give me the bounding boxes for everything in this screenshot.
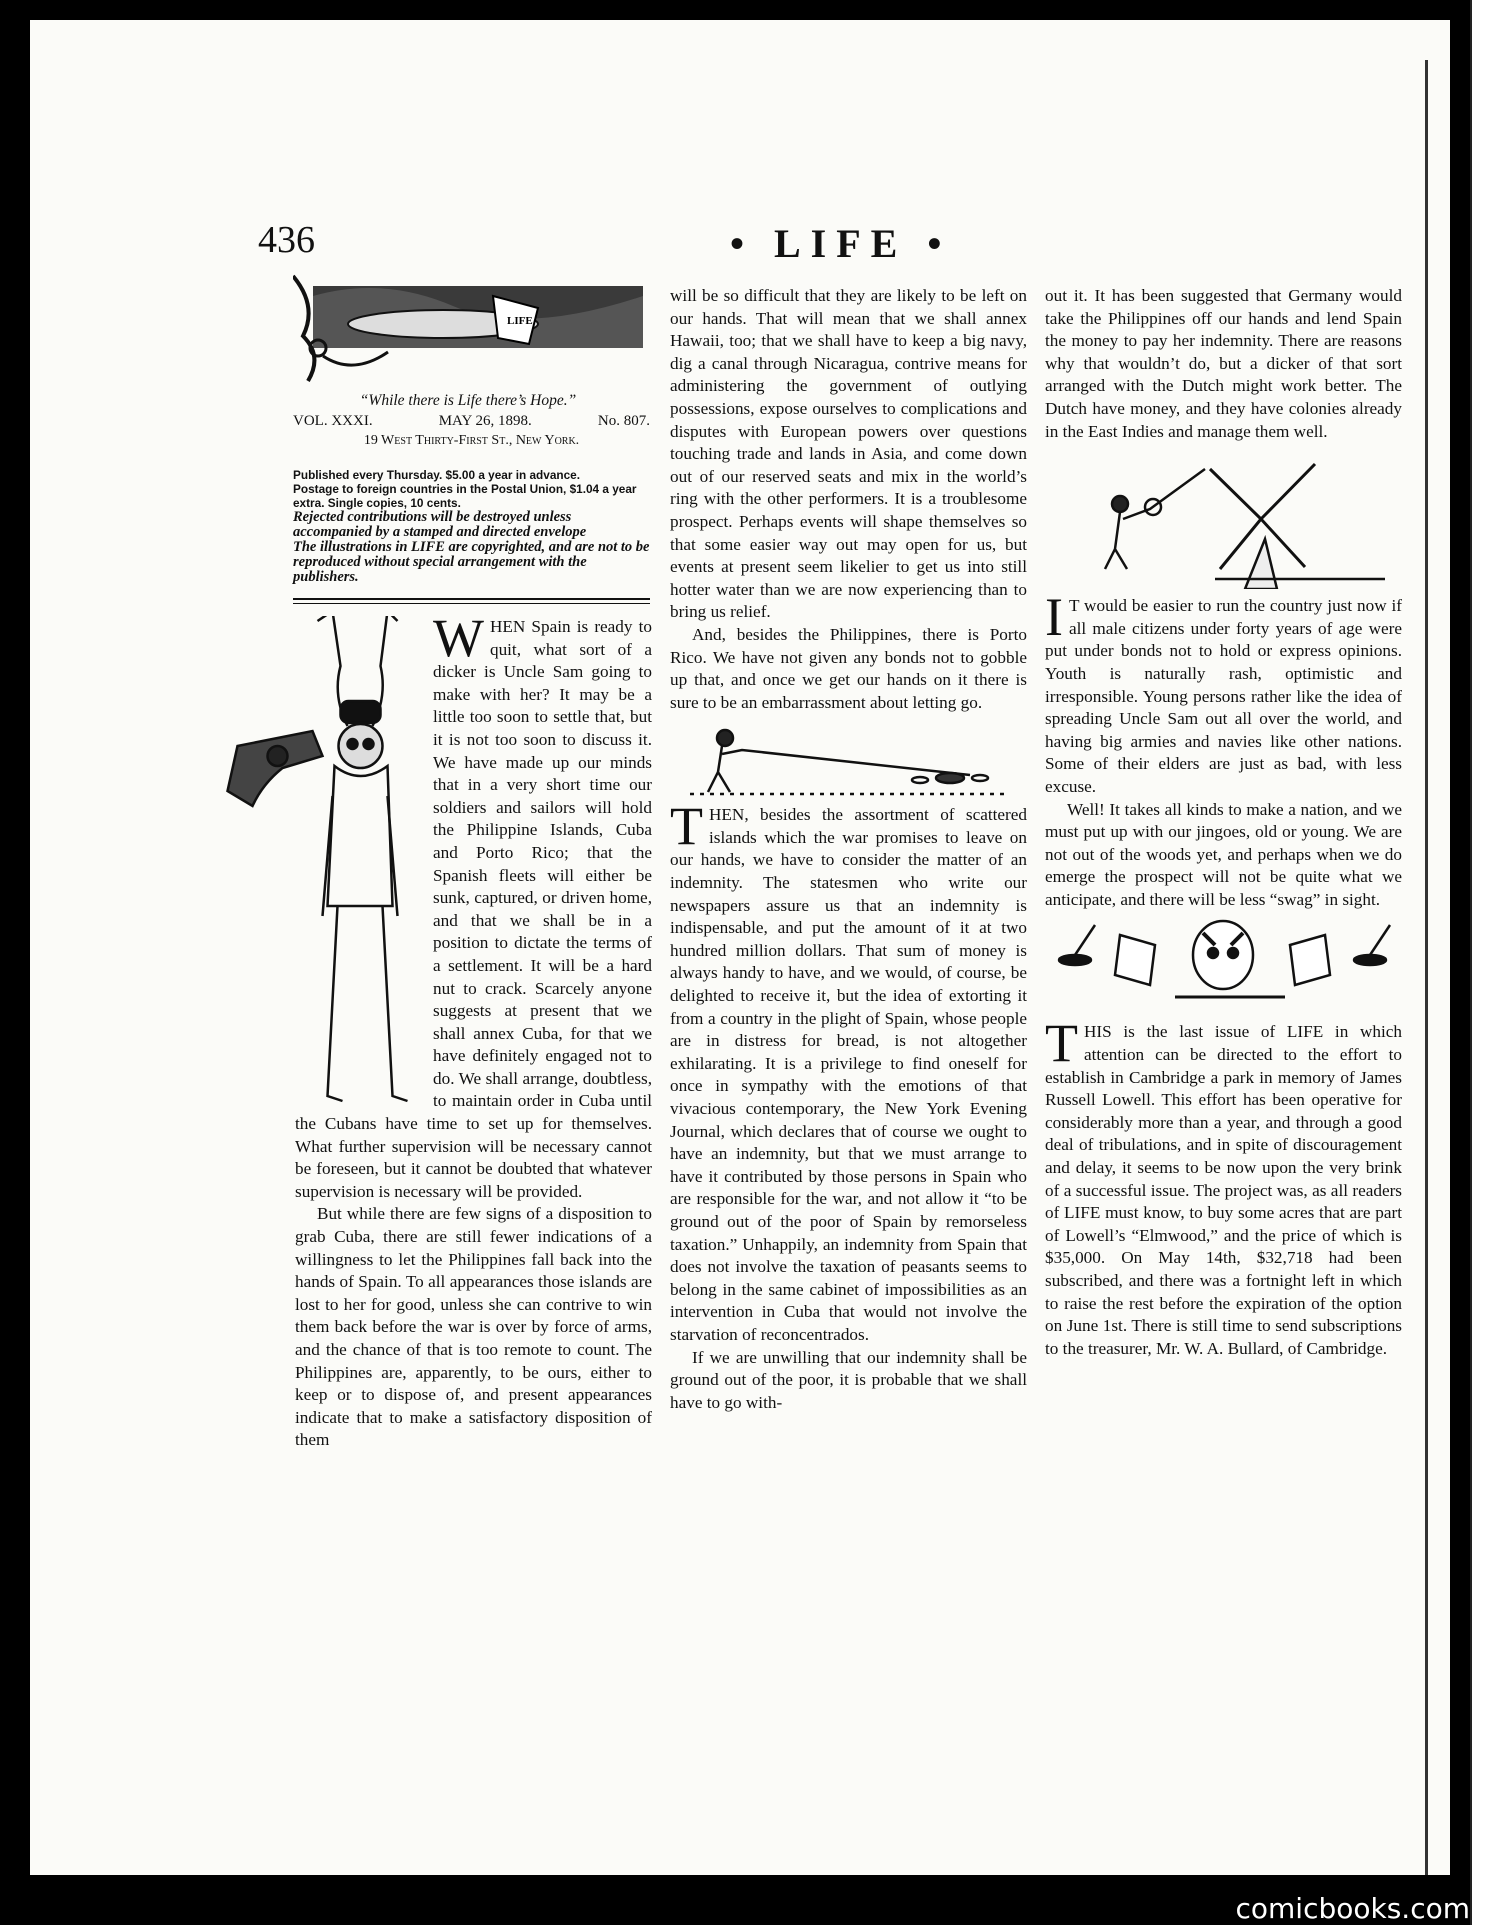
volume-line xyxy=(293,413,650,430)
windmill-tilting-cartoon xyxy=(1045,449,1402,589)
article-2-paragraph: THEN, besides the assortment of scattered islands which the war promises to leave on our hands, we have to consider the matter of an indemnity. The statesmen who write our newspapers assure us that an indemnity is indispensable, and put the amount of it at two hundred million dollars. That sum of money is always handy to have, and we would, of course, be delighted to receive it, but the idea of extorting it from a country in the plight of Spain, whose people are in distress for bread, is not altogether exhilarating. It is a privilege to find oneself for once in sympathy with the emotions of that vivacious contemporary, the New York Evening Journal, which declares that of course we ought to have an indemnity, but that we must arrange to have it contributed by those persons in Spain who are responsible for the war, and not allow it “to be ground out of the poor of Spain by remorseless taxation.” Unhappily, an indemnity from Spain that does not involve the taxation of peasants seems to belong in the same cabinet of impossibilities as an intervention in Cuba that would not involve the starvation of reconcentrados. xyxy=(670,796,1027,1344)
article-2-continued: out it. It has been suggested that Germany would take the Philippines off our hands and lend Spain the money to pay her indemnity. There are reasons why that wouldn’t do, but a dicker of that sort arranged with the Dutch might work better. The Dutch have money, and they have colonies already in the East Indies and manage them well. xyxy=(1045,286,1402,441)
volume: VOL. XXXI. xyxy=(293,413,373,429)
divider-rule xyxy=(293,598,650,600)
drop-cap: W xyxy=(433,608,484,668)
divider-rule xyxy=(293,603,650,604)
drop-cap: T xyxy=(1045,1013,1078,1074)
drop-cap: T xyxy=(670,796,703,857)
article-4-paragraph: THIS is the last issue of LIFE in which attention can be directed to the effort to establish in Cambridge a park in memory of James Russell Lowell. This effort has been operative for considerably more than a year, and through a good deal of tribulations, and in spite of discouragement and delay, it seems to be now upon the very brink of a successful issue. The project was, as all readers of LIFE must know, to buy some acres that are part of Lowell’s “Elmwood,” and the price of which is $35,000. On May 14th, $32,718 had been subscribed, and there was a fortnight left in which to raise the rest before the expiration of the option on June 1st. There is still time to send subscriptions to the treasurer, Mr. W. A. Bullard, of Cambridge. xyxy=(1045,1013,1402,1358)
issue-number: No. 807. xyxy=(597,413,650,429)
publication-info xyxy=(293,468,650,585)
article-3-paragraph: I T would be easier to run the country just now if all male citizens under forty years of age were put under bonds not to hold or express opinions. Youth is naturally rash, optimistic and irresponsible. Young persons rather like the idea of spreading Uncle Sam out all over the world, and having big armies and navies like other nations. Some of their elders are just as bad, with less excuse. xyxy=(1045,587,1402,796)
article-1-paragraph: And, besides the Philippines, there is Porto Rico. We have not given any bonds not to gobble up that, and once we get our hands on it there is sure to be an embarrassment about letting go. xyxy=(670,624,1027,712)
article-3-paragraph: Well! It takes all kinds to make a nation, and we must put up with our jingoes, old or young. We are not out of the woods yet, and perhaps when we do emerge the prospect will not be quite what we anticipate, and there will be less “swag” in sight. xyxy=(1045,799,1402,909)
rejected-note: Rejected contributions will be destroyed unless accompanied by a stamped and directed envelope xyxy=(293,509,587,540)
motto: “While there is Life there’s Hope.” xyxy=(359,392,577,409)
life-banner-illustration xyxy=(293,266,650,388)
column-2 xyxy=(670,285,1027,1414)
owl-and-books-vignette xyxy=(1045,915,1402,1015)
pub-info-line2: Postage to foreign countries in the Postal Union, $1.04 a year extra. Single copies, 10 cents. xyxy=(293,482,637,510)
article-1-paragraph: WHEN Spain is ready to quit, what sort of a dicker is Uncle Sam going to make with her? It may be a little too soon to settle that, but it is not too soon to discuss it. We have made up our minds that in a very short time our soldiers and sailors will hold the Philippine Islands, Cuba and Porto Rico; that the Spanish fleets will either be sunk, captured, or driven home, and that we shall be in a position to dictate the terms of a settlement. It will be a hard nut to crack. Scarcely anyone suggests at present that we shall annex Cuba, for that we have definitely engaged not to do. We shall arrange, doubtless, to maintain order in Cuba until the Cubans have time to set up for themselves. What further supervision will be necessary cannot be foreseen, but it cannot be doubted that whatever supervision is necessary will be provided. xyxy=(295,608,652,1201)
article-1-paragraph: But while there are few signs of a disposition to grab Cuba, there are still fewer indications of a willingness to let the Philippines fall back into the hands of Spain. To all appearances those islands are lost to her for good, unless she can contrive to win them back before the war is over by force of arms, and the chance of that is too remote to count. The Philippines are, apparently, to be ours, either to keep or to dispose of, and present appearances indicate that to make a satisfactory disposition of them xyxy=(295,1204,652,1450)
column-1 xyxy=(295,608,652,1452)
address: 19 West Thirty-First St., New York. xyxy=(363,433,580,448)
column-3 xyxy=(1045,285,1402,1360)
adjacent-page-edge xyxy=(1470,0,1500,1925)
watermark: comicbooks.com xyxy=(1235,1892,1470,1925)
masthead: • LIFE • xyxy=(730,221,952,266)
copyright-note: The illustrations in LIFE are copyrighted, and are not to be reproduced without special arrangement with the publishers. xyxy=(293,539,650,585)
page-gutter xyxy=(1425,60,1428,1875)
article-1-continued: will be so difficult that they are likely to be left on our hands. That will mean that we shall annex Hawaii, too; that we shall have to keep a big navy, dig a canal through Nicaragua, contrive means for administering the government of outlying possessions, expose ourselves to complications and disputes with European powers over questions touching trade and lands in Asia, and come down out of our reserved seats and mix in the world’s ring with the other performers. It is a troublesome prospect. Perhaps events will shape themselves so that some easier way out may open for us, but events at present seem likelier to get us into still hotter water than we are now experiencing than to bring us relief. xyxy=(670,286,1027,622)
magazine-page xyxy=(30,20,1450,1875)
man-with-rod-cartoon xyxy=(670,720,1027,800)
issue-date: MAY 26, 1898. xyxy=(438,413,532,429)
page-number: 436 xyxy=(258,219,315,261)
pub-info-line1: Published every Thursday. $5.00 a year in advance. xyxy=(293,468,580,482)
uncle-sam-revolver-cartoon xyxy=(195,616,425,1111)
article-2-paragraph: If we are unwilling that our indemnity shall be ground out of the poor, it is probable that we shall have to go with- xyxy=(670,1347,1027,1412)
svg-text:LIFE: LIFE xyxy=(507,315,533,327)
drop-cap: I xyxy=(1045,587,1063,648)
